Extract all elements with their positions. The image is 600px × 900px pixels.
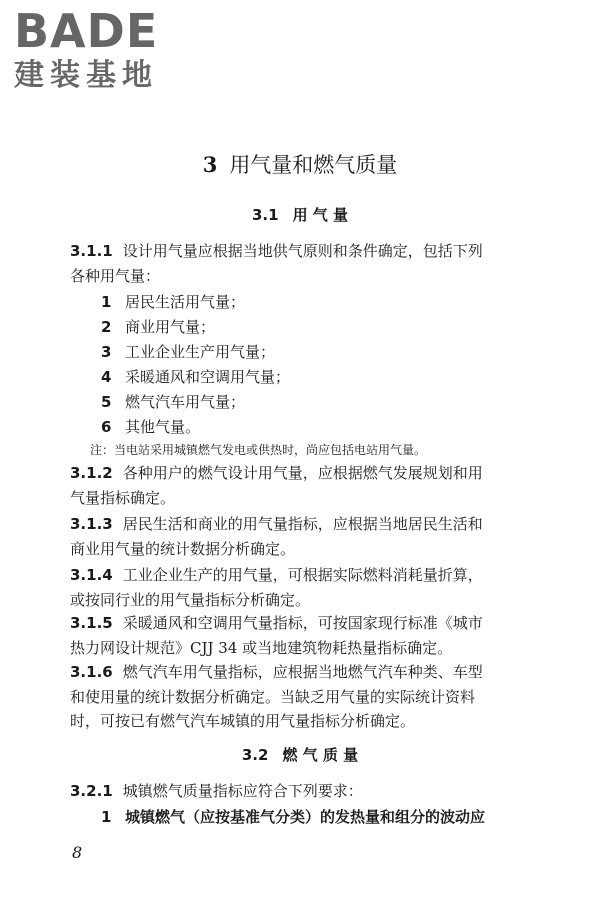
clause-number: 3.1.4 <box>70 566 113 584</box>
chapter-title-text: 用气量和燃气质量 <box>229 153 398 177</box>
list-text: 城镇燃气（应按基准气分类）的发热量和组分的波动应 <box>125 808 486 826</box>
list-item <box>101 365 536 390</box>
section-number: 3.1 <box>251 206 279 224</box>
section-number: 3.2 <box>241 746 269 764</box>
clause-line: 城镇燃气质量指标应符合下列要求： <box>122 782 363 800</box>
list-item <box>101 315 536 340</box>
chapter-number: 3 <box>202 152 218 177</box>
list-item <box>101 390 536 415</box>
chapter-title <box>0 150 600 180</box>
clause-line: 气量指标确定。 <box>70 488 176 507</box>
list-number: 4 <box>101 368 112 386</box>
clause-line: 工业企业生产的用气量，可根据实际燃料消耗量折算， <box>122 566 483 584</box>
clause-number: 3.1.5 <box>70 614 113 632</box>
list-number: 6 <box>101 418 112 436</box>
clause-3-1-2 <box>70 461 536 510</box>
clause-line: 热力网设计规范》CJJ 34 或当地建筑物耗热量指标确定。 <box>70 638 453 657</box>
clause-line: 商业用气量的统计数据分析确定。 <box>70 539 296 558</box>
clause-line: 各种用气量： <box>70 266 161 285</box>
section-title-text: 用 气 量 <box>292 206 349 224</box>
section-title-3-1 <box>0 203 600 227</box>
clause-number: 3.1.2 <box>70 464 113 482</box>
list-number: 2 <box>101 318 112 336</box>
list-text: 商业用气量； <box>125 318 216 336</box>
clause-line: 居民生活和商业的用气量指标，应根据当地居民生活和 <box>122 515 483 533</box>
clause-3-2-1 <box>70 779 536 804</box>
clause-3-1-5 <box>70 611 536 660</box>
section-title-text: 燃 气 质 量 <box>282 746 359 764</box>
list-number: 1 <box>101 808 112 826</box>
list-text: 其他气量。 <box>125 418 201 436</box>
logo-wordmark: BADE <box>14 4 159 58</box>
list-number: 3 <box>101 343 112 361</box>
list-number: 5 <box>101 393 112 411</box>
clause-line: 或按同行业的用气量指标分析确定。 <box>70 590 311 609</box>
list-text: 工业企业生产用气量； <box>125 343 276 361</box>
clause-number: 3.2.1 <box>70 782 113 800</box>
clause-line: 采暖通风和空调用气量指标，可按国家现行标准《城市 <box>122 614 483 632</box>
clause-number: 3.1.1 <box>70 242 113 260</box>
clause-line: 和使用量的统计数据分析确定。当缺乏用气量的实际统计资料 <box>70 687 476 706</box>
clause-line: 各种用户的燃气设计用气量，应根据燃气发展规划和用 <box>122 464 483 482</box>
logo <box>14 6 158 94</box>
page-number: 8 <box>72 843 83 862</box>
list-number: 1 <box>101 293 112 311</box>
clause-number: 3.1.6 <box>70 663 113 681</box>
list-item <box>101 290 536 315</box>
clause-3-1-4 <box>70 563 536 612</box>
list-text: 采暖通风和空调用气量； <box>125 368 291 386</box>
logo-subtitle: 建装基地 <box>14 58 158 93</box>
clause-3-1-6 <box>70 660 536 734</box>
clause-3-1-1 <box>70 239 536 288</box>
list-text: 燃气汽车用气量； <box>125 393 246 411</box>
section-title-3-2 <box>0 743 600 767</box>
note: 注：当电站采用城镇燃气发电或供热时，尚应包括电站用气量。 <box>90 443 427 457</box>
list-item <box>101 415 536 440</box>
clause-line: 设计用气量应根据当地供气原则和条件确定，包括下列 <box>122 242 483 260</box>
clause-3-1-3 <box>70 512 536 561</box>
list-item <box>101 805 536 830</box>
list-item <box>101 340 536 365</box>
clause-line: 燃气汽车用气量指标，应根据当地燃气汽车种类、车型 <box>122 663 483 681</box>
clause-line: 时，可按已有燃气汽车城镇的用气量指标分析确定。 <box>70 712 416 730</box>
clause-number: 3.1.3 <box>70 515 113 533</box>
list-text: 居民生活用气量； <box>125 293 246 311</box>
